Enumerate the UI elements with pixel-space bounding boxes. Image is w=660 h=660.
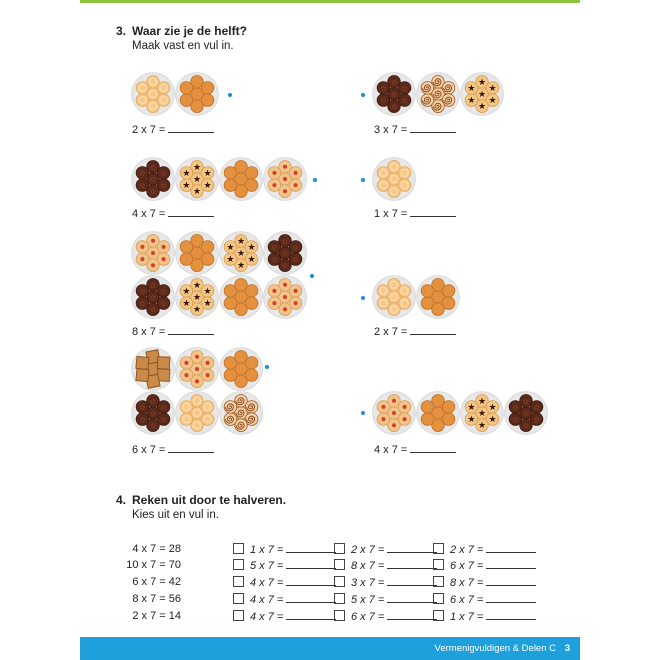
svg-text:★: ★: [182, 168, 191, 179]
choice-option: [233, 610, 336, 623]
given-fact: 10 x 7 = 70: [126, 559, 181, 571]
answer-blank[interactable]: [486, 610, 536, 620]
svg-text:✿: ✿: [292, 243, 299, 252]
svg-text:★: ★: [182, 181, 191, 192]
choice-checkbox[interactable]: [433, 559, 444, 570]
orange-cookie-plate: [175, 231, 219, 275]
answer-blank[interactable]: [410, 123, 456, 133]
answer-blank[interactable]: [387, 593, 437, 603]
svg-text:★: ★: [488, 415, 497, 426]
chocolate-flower-cookie-plate: [131, 391, 175, 435]
exercise-3-heading: 3. Waar zie je de helft?: [116, 24, 247, 38]
choice-expression: 4 x 7 =: [250, 611, 284, 623]
svg-text:✿: ✿: [160, 416, 167, 425]
choice-checkbox[interactable]: [334, 593, 345, 604]
choice-option: [433, 610, 536, 623]
svg-text:✿: ✿: [150, 422, 156, 431]
swirl-cookie-plate: [219, 391, 263, 435]
svg-text:✿: ✿: [401, 84, 408, 93]
cream-star-cookie-plate: [175, 157, 219, 201]
choice-option: [334, 610, 437, 623]
svg-text:★: ★: [477, 90, 487, 100]
choice-checkbox[interactable]: [233, 610, 244, 621]
svg-text:✿: ✿: [150, 281, 156, 290]
choice-expression: 1 x 7 =: [250, 544, 284, 556]
choice-checkbox[interactable]: [433, 576, 444, 587]
orange-cookie-plate: [219, 157, 263, 201]
choice-checkbox[interactable]: [233, 559, 244, 570]
answer-blank[interactable]: [286, 543, 336, 553]
answer-blank[interactable]: [387, 559, 437, 569]
svg-text:★: ★: [236, 249, 246, 259]
answer-blank[interactable]: [387, 576, 437, 586]
svg-text:✿: ✿: [391, 78, 397, 87]
exercise-4-heading: 4. Reken uit door te halveren.: [116, 493, 287, 507]
connector-dot[interactable]: [228, 93, 232, 97]
cream-star-cookie-plate: [175, 275, 219, 319]
svg-text:★: ★: [236, 261, 246, 272]
svg-text:✿: ✿: [150, 294, 156, 302]
choice-checkbox[interactable]: [233, 543, 244, 554]
svg-text:★: ★: [467, 415, 476, 426]
svg-text:✿: ✿: [150, 176, 156, 184]
choice-expression: 2 x 7 =: [450, 544, 484, 556]
given-fact: 6 x 7 = 42: [132, 576, 181, 588]
choice-expression: 6 x 7 =: [450, 594, 484, 606]
connector-dot[interactable]: [265, 365, 269, 369]
svg-text:✿: ✿: [150, 188, 156, 197]
given-fact: 4 x 7 = 28: [132, 543, 181, 555]
svg-text:✿: ✿: [512, 416, 519, 425]
svg-text:✿: ✿: [160, 287, 167, 296]
choice-expression: 3 x 7 =: [351, 577, 385, 589]
choice-expression: 8 x 7 =: [351, 560, 385, 572]
footer-bar: [80, 637, 580, 660]
cherry-cookie-plate: [372, 391, 416, 435]
answer-blank[interactable]: [410, 443, 456, 453]
connector-dot[interactable]: [310, 274, 314, 278]
svg-text:✿: ✿: [139, 300, 146, 309]
choice-expression: 1 x 7 =: [450, 611, 484, 623]
cream-star-cookie-plate: [460, 72, 504, 116]
svg-text:★: ★: [192, 280, 202, 291]
choice-expression: 6 x 7 =: [351, 611, 385, 623]
orange-cookie-plate: [219, 275, 263, 319]
cream-star-cookie-plate: [219, 231, 263, 275]
choice-option: [334, 576, 437, 589]
equation-right-4: 4 x 7 =: [374, 443, 456, 456]
svg-text:★: ★: [467, 402, 476, 413]
svg-text:★: ★: [467, 83, 476, 94]
svg-text:✿: ✿: [139, 416, 146, 425]
cherry-cookie-plate: [131, 231, 175, 275]
chocolate-flower-cookie-plate: [131, 157, 175, 201]
svg-text:✿: ✿: [523, 397, 529, 406]
svg-text:★: ★: [477, 421, 487, 432]
orange-cookie-plate: [416, 391, 460, 435]
svg-text:✿: ✿: [523, 422, 529, 431]
svg-text:✿: ✿: [139, 169, 146, 178]
answer-blank[interactable]: [168, 123, 214, 133]
choice-checkbox[interactable]: [334, 610, 345, 621]
answer-blank[interactable]: [286, 576, 336, 586]
svg-text:★: ★: [192, 175, 202, 185]
choice-expression: 6 x 7 =: [450, 560, 484, 572]
svg-text:✿: ✿: [150, 410, 156, 418]
answer-blank[interactable]: [387, 610, 437, 620]
svg-text:✿: ✿: [282, 262, 288, 271]
svg-text:✿: ✿: [139, 182, 146, 191]
choice-expression: 5 x 7 =: [250, 560, 284, 572]
svg-text:✿: ✿: [512, 403, 519, 412]
top-rule: [80, 0, 580, 3]
svg-text:✿: ✿: [160, 169, 167, 178]
svg-text:★: ★: [488, 83, 497, 94]
page-number: 3: [564, 643, 570, 654]
choice-checkbox[interactable]: [233, 576, 244, 587]
svg-text:★: ★: [192, 305, 202, 316]
vanilla-cookie-plate: [175, 391, 219, 435]
answer-blank[interactable]: [486, 576, 536, 586]
chocolate-flower-cookie-plate: [504, 391, 548, 435]
choice-option: [334, 559, 437, 572]
svg-text:✿: ✿: [282, 237, 288, 246]
svg-text:★: ★: [182, 286, 191, 297]
answer-blank[interactable]: [168, 443, 214, 453]
svg-text:✿: ✿: [150, 306, 156, 315]
answer-blank[interactable]: [286, 559, 336, 569]
svg-text:✿: ✿: [523, 410, 529, 418]
answer-blank[interactable]: [168, 325, 214, 335]
svg-text:✿: ✿: [150, 163, 156, 172]
given-fact: 8 x 7 = 56: [132, 593, 181, 605]
svg-text:✿: ✿: [391, 91, 397, 99]
equation-right-2: 1 x 7 =: [374, 207, 456, 220]
svg-text:✿: ✿: [380, 84, 387, 93]
answer-blank[interactable]: [286, 593, 336, 603]
answer-blank[interactable]: [486, 593, 536, 603]
svg-text:★: ★: [226, 242, 235, 253]
vanilla-cookie-plate: [131, 72, 175, 116]
choice-expression: 4 x 7 =: [250, 594, 284, 606]
square-biscuit-plate: [131, 347, 175, 391]
connector-dot[interactable]: [361, 411, 365, 415]
orange-cookie-plate: [175, 72, 219, 116]
equation-left-4: 6 x 7 =: [132, 443, 214, 456]
choice-option: [233, 543, 336, 556]
svg-text:✿: ✿: [139, 403, 146, 412]
svg-text:✿: ✿: [380, 97, 387, 106]
svg-text:✿: ✿: [139, 287, 146, 296]
answer-blank[interactable]: [286, 610, 336, 620]
choice-checkbox[interactable]: [433, 610, 444, 621]
connector-dot[interactable]: [361, 93, 365, 97]
choice-checkbox[interactable]: [233, 593, 244, 604]
exercise-4-instruction: Kies uit en vul in.: [132, 509, 219, 521]
choice-expression: 4 x 7 =: [250, 577, 284, 589]
svg-text:★: ★: [192, 187, 202, 198]
choice-option: [233, 593, 336, 606]
connector-dot[interactable]: [313, 178, 317, 182]
answer-blank[interactable]: [168, 207, 214, 217]
connector-dot[interactable]: [361, 296, 365, 300]
cream-star-cookie-plate: [460, 391, 504, 435]
svg-text:✿: ✿: [271, 256, 278, 265]
answer-blank[interactable]: [486, 543, 536, 553]
svg-text:★: ★: [477, 409, 487, 419]
svg-text:✿: ✿: [401, 97, 408, 106]
equation-right-1: 3 x 7 =: [374, 123, 456, 136]
choice-option: [233, 576, 336, 589]
footer-title: Vermenigvuldigen & Delen C: [434, 643, 556, 654]
cherry-cookie-plate: [263, 157, 307, 201]
choice-option: [433, 576, 536, 589]
chocolate-flower-cookie-plate: [131, 275, 175, 319]
equation-left-2: 4 x 7 =: [132, 207, 214, 220]
equation-right-3: 2 x 7 =: [374, 325, 456, 338]
choice-expression: 5 x 7 =: [351, 594, 385, 606]
svg-text:✿: ✿: [533, 416, 540, 425]
svg-text:✿: ✿: [282, 250, 288, 258]
svg-text:★: ★: [203, 299, 212, 310]
choice-option: [334, 593, 437, 606]
choice-checkbox[interactable]: [334, 576, 345, 587]
svg-text:★: ★: [477, 102, 487, 113]
svg-text:★: ★: [203, 181, 212, 192]
svg-text:★: ★: [247, 255, 256, 266]
svg-text:★: ★: [203, 286, 212, 297]
cherry-cookie-plate: [263, 275, 307, 319]
svg-text:★: ★: [192, 293, 202, 303]
answer-blank[interactable]: [486, 559, 536, 569]
cherry-cookie-plate: [175, 347, 219, 391]
svg-text:★: ★: [477, 396, 487, 407]
choice-expression: 2 x 7 =: [351, 544, 385, 556]
orange-cookie-plate: [219, 347, 263, 391]
svg-text:★: ★: [467, 96, 476, 107]
choice-option: [233, 559, 336, 572]
svg-text:✿: ✿: [150, 397, 156, 406]
answer-blank[interactable]: [410, 207, 456, 217]
chocolate-flower-cookie-plate: [263, 231, 307, 275]
choice-checkbox[interactable]: [433, 543, 444, 554]
swirl-cookie-plate: [416, 72, 460, 116]
vanilla-cookie-plate: [372, 157, 416, 201]
choice-checkbox[interactable]: [433, 593, 444, 604]
connector-dot[interactable]: [361, 178, 365, 182]
svg-text:✿: ✿: [160, 300, 167, 309]
svg-text:★: ★: [236, 236, 246, 247]
chocolate-flower-cookie-plate: [372, 72, 416, 116]
svg-text:✿: ✿: [533, 403, 540, 412]
svg-text:★: ★: [192, 162, 202, 173]
answer-blank[interactable]: [387, 543, 437, 553]
answer-blank[interactable]: [410, 325, 456, 335]
choice-option: [433, 559, 536, 572]
equation-left-1: 2 x 7 =: [132, 123, 214, 136]
choice-option: [334, 543, 437, 556]
exercise-3-instruction: Maak vast en vul in.: [132, 40, 234, 52]
svg-text:✿: ✿: [391, 103, 397, 112]
svg-text:✿: ✿: [271, 243, 278, 252]
svg-text:★: ★: [203, 168, 212, 179]
orange-cookie-plate: [416, 275, 460, 319]
svg-text:★: ★: [488, 96, 497, 107]
equation-left-3: 8 x 7 =: [132, 325, 214, 338]
vanilla-cookie-plate: [372, 275, 416, 319]
svg-text:★: ★: [488, 402, 497, 413]
svg-text:★: ★: [182, 299, 191, 310]
choice-option: [433, 543, 536, 556]
choice-option: [433, 593, 536, 606]
choice-expression: 8 x 7 =: [450, 577, 484, 589]
svg-text:✿: ✿: [160, 182, 167, 191]
choice-checkbox[interactable]: [334, 543, 345, 554]
given-fact: 2 x 7 = 14: [132, 610, 181, 622]
choice-checkbox[interactable]: [334, 559, 345, 570]
svg-text:★: ★: [247, 242, 256, 253]
svg-text:✿: ✿: [292, 256, 299, 265]
svg-text:★: ★: [477, 77, 487, 88]
svg-text:✿: ✿: [160, 403, 167, 412]
svg-text:★: ★: [226, 255, 235, 266]
